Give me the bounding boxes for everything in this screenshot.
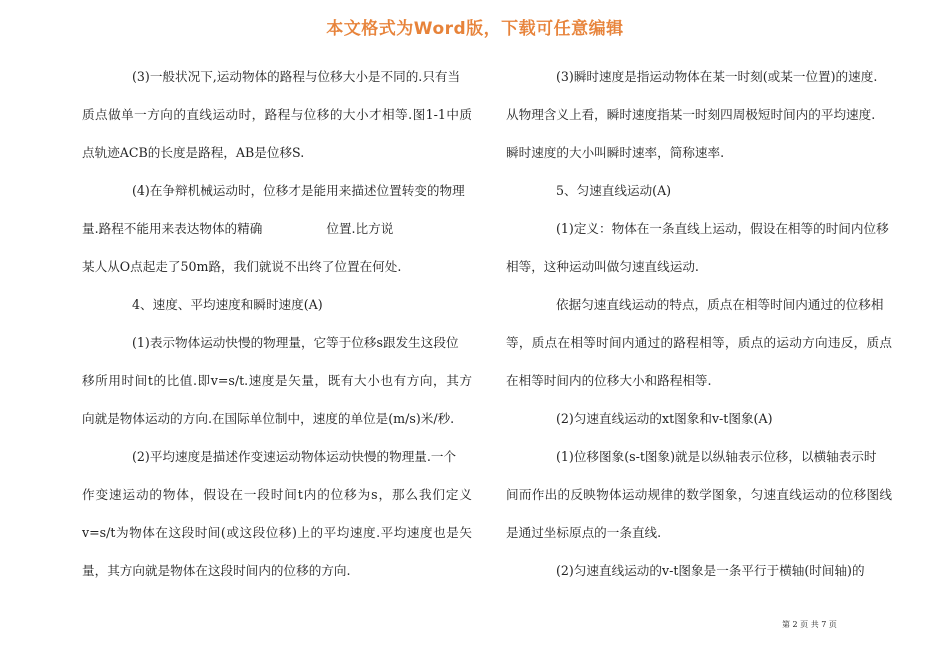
paragraph-line: 点轨迹ACB的长度是路程，AB是位移S. (82, 145, 305, 160)
paragraph-line: 在相等时间内的位移大小和路程相等. (506, 373, 712, 388)
paragraph-line: 移所用时间t的比值.即v=s/t.速度是矢量，既有大小也有方向，其方 (82, 373, 472, 388)
paragraph-line: 从物理含义上看，瞬时速度指某一时刻四周极短时间内的平均速度. (506, 107, 876, 122)
paragraph-line: 相等，这种运动叫做匀速直线运动. (506, 259, 699, 274)
paragraph-line: (2)匀速直线运动的v-t图象是一条平行于横轴(时间轴)的 (556, 563, 865, 578)
paragraph-line: 瞬时速度的大小叫瞬时速率，简称速率. (506, 145, 725, 160)
paragraph-line: v=s/t为物体在这段时间(或这段位移)上的平均速度.平均速度也是矢 (82, 525, 472, 540)
paragraph-line: 质点做单一方向的直线运动时，路程与位移的大小才相等.图1-1中质 (82, 107, 472, 122)
page-number: 第 2 页 共 7 页 (782, 620, 837, 629)
paragraph-line: (3)一般状况下,运动物体的路程与位移大小是不同的.只有当 (132, 69, 461, 84)
paragraph-line: 量，其方向就是物体在这段时间内的位移的方向. (82, 563, 351, 578)
section-heading: 4、速度、平均速度和瞬时速度(A) (132, 297, 323, 312)
paragraph-line: (3)瞬时速度是指运动物体在某一时刻(或某一位置)的速度. (556, 69, 878, 84)
section-heading: 5、匀速直线运动(A) (556, 183, 672, 198)
paragraph-line: 是通过坐标原点的一条直线. (506, 525, 662, 540)
paragraph-line: (1)表示物体运动快慢的物理量，它等于位移s跟发生这段位 (132, 335, 459, 350)
section-heading: (2)匀速直线运动的xt图象和v-t图象(A) (556, 411, 773, 426)
paragraph-line: (4)在争辩机械运动时，位移才是能用来描述位置转变的物理 (132, 183, 465, 198)
paragraph-line: 作变速运动的物体，假设在一段时间t内的位移为s，那么我们定义 (82, 487, 472, 502)
paragraph-line: 量.路程不能用来表达物体的精确 位置.比方说 (82, 221, 394, 236)
paragraph-line: (2)平均速度是描述作变速运动物体运动快慢的物理量.一个 (132, 449, 457, 464)
paragraph-line: 向就是物体运动的方向.在国际单位制中，速度的单位是(m/s)米/秒. (82, 411, 455, 426)
paragraph-line: 间而作出的反映物体运动规律的数学图象，匀速直线运动的位移图线 (506, 487, 892, 502)
paragraph-line: 依据匀速直线运动的特点，质点在相等时间内通过的位移相 (556, 297, 884, 312)
paragraph-line: 某人从O点起走了50m路，我们就说不出终了位置在何处. (82, 259, 402, 274)
paragraph-line: (1)位移图象(s-t图象)就是以纵轴表示位移，以横轴表示时 (556, 449, 877, 464)
document-header-title: 本文格式为Word版，下载可任意编辑 (326, 19, 624, 39)
paragraph-line: 等，质点在相等时间内通过的路程相等，质点的运动方向违反，质点 (506, 335, 892, 350)
paragraph-line: (1)定义：物体在一条直线上运动，假设在相等的时间内位移 (556, 221, 889, 236)
